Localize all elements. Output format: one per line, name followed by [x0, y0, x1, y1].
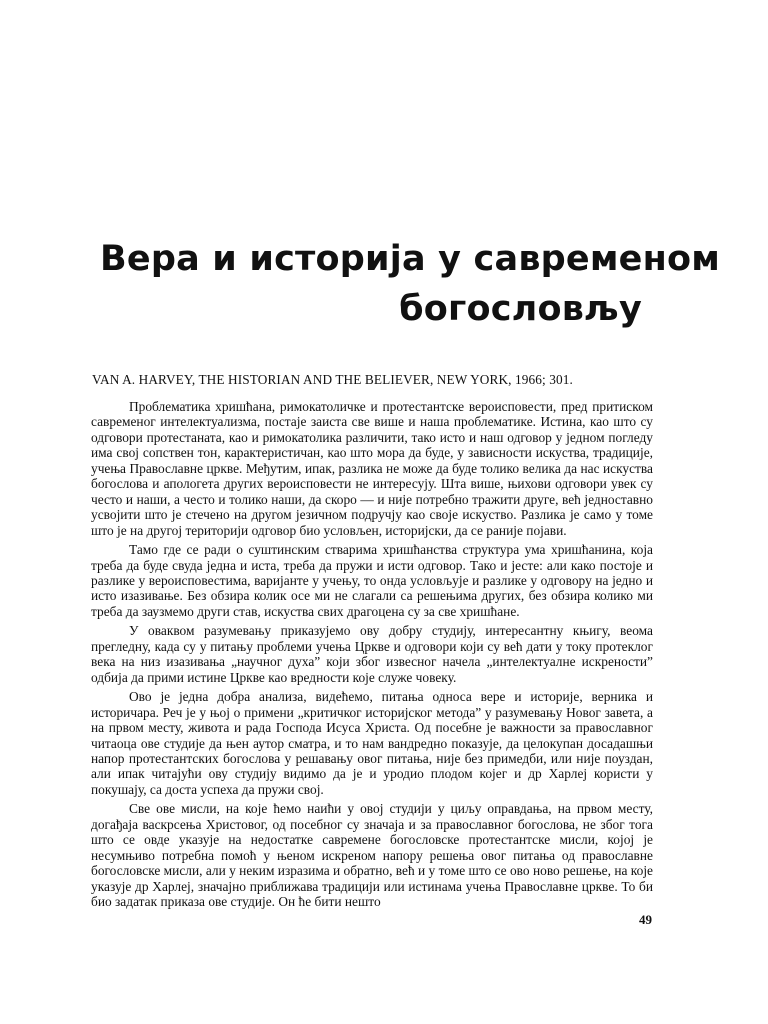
paragraph-3: У оваквом разумевању приказујемо ову добру студију, интересантну књигу, веома прегледну, када су у питању проблеми учења Цркве и одговори који су већ дати у току протеклог века на низ изазивања „научног духа” који због извесног начела „интелектуалне искрености” одбија да прими истине Цркве као вредности које служе човеку.	[91, 623, 653, 685]
article-title	[100, 234, 721, 334]
reviewed-book-reference: VAN A. HARVEY, THE HISTORIAN AND THE BELIEVER, NEW YORK, 1966; 301.	[92, 372, 573, 387]
page-number: 49	[639, 912, 652, 927]
paragraph-4: Ово је једна добра анализа, видећемо, питања односа вере и историје, верника и историчара. Реч је у њој о примени „критичког историјског метода” у разумевању Новог завета, а на првом месту, живота и рада Господа Исуса Христа. Од посебне је важности за православног читаоца ове студије да њен аутор сматра, и то нам вандредно показује, да целокупан досадашњи напор протестантских богослова у решавању овог питања, није без примедби, или није поуздан, али ипак читајући ову студију видимо да је и уродио плодом којег и др Харлеј користи у покушају, са доста успеха да пружи свој.	[91, 689, 653, 797]
title-line-1: Вера и историја у савременом	[100, 239, 721, 279]
paragraph-2: Тамо где се ради о суштинским стварима хришћанства структура ума хришћанина, која треба да буде свуда једна и иста, треба да пружи и исти одговор. Тако и јесте: али како постоје и разлике у вероисповестима, варијанте у учењу, то онда условљује и разлике у одговору на једно и исто изазивање. Без обзира колик осе ми не слагали са решењима других, без обзира колико ми треба да заузмемо други став, искуства свих драгоцена су за све хришћане.	[91, 542, 653, 619]
paragraph-5: Све ове мисли, на које ћемо наићи у овој студији у циљу оправдања, на првом месту, догађаја васкрсења Христовог, од посебног су значаја и за православног богослова, не због тога што се овде указује на недостатке савремене богословске протестантске мисли, којој је несумњиво потребна помоћ у њеном искреном напору решења овог питања од православне богословске мисли, али у неким изразима и обратно, већ и у томе што се ово ново решење, на које указује др Харлеј, значајно приближава традицији или истинама учења Православне цркве. То би био задатак приказа ове студије. Он ће бити нешто	[91, 801, 653, 910]
paragraph-1: Проблематика хришћана, римокатоличке и протестантске вероисповести, пред притиском савременог интелектуализма, постаје заиста све више и наша проблематике. Истина, као што су одговори протестаната, као и римокатолика различити, тако исто и наш одговор у једном погледу има свој сопствен тон, карактеристичан, као што мора да буде, у зависности искуства, традиције, учења Православне цркве. Међутим, ипак, разлика не може да буде толико велика да нас искуства богослова и апологета других вероисповести не интересују. Шта више, њихови одговори увек су често и наши, а често и толико наши, да скоро — и није потребно тражити друге, већ једноставно усвојити што је стечено на другом језичном подручју као своје искуство. Разлика је само у томе што је на другој територији одговор био условљен, историјски, да се раније појави.	[91, 399, 653, 538]
article-body	[91, 399, 653, 914]
title-line-2: богословљу	[399, 289, 642, 329]
